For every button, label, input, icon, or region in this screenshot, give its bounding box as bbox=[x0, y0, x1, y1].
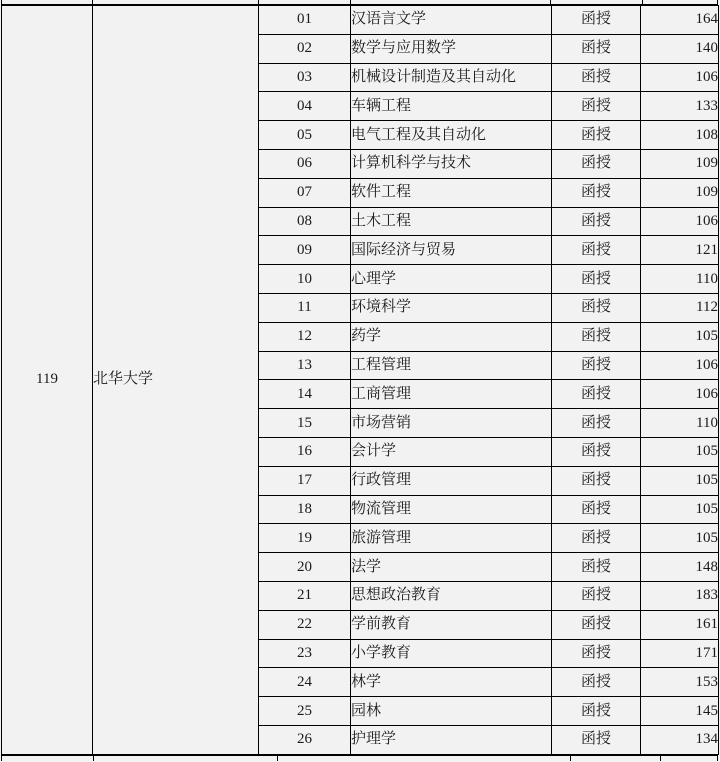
seq-cell: 17 bbox=[259, 466, 351, 495]
seq-cell: 12 bbox=[259, 322, 351, 351]
major-cell: 林学 bbox=[351, 668, 552, 697]
major-cell: 软件工程 bbox=[351, 178, 552, 207]
previous-row-fragment bbox=[1, 0, 718, 5]
score-cell: 106 bbox=[641, 380, 719, 409]
score-cell: 164 bbox=[641, 6, 719, 35]
mode-cell: 函授 bbox=[552, 668, 641, 697]
score-cell: 148 bbox=[641, 553, 719, 582]
score-cell: 105 bbox=[641, 322, 719, 351]
major-cell: 市场营销 bbox=[351, 409, 552, 438]
score-cell: 134 bbox=[641, 725, 719, 754]
seq-cell: 10 bbox=[259, 265, 351, 294]
seq-cell: 07 bbox=[259, 178, 351, 207]
admissions-table bbox=[1, 5, 719, 755]
score-cell: 105 bbox=[641, 524, 719, 553]
seq-cell: 18 bbox=[259, 495, 351, 524]
major-cell: 小学教育 bbox=[351, 639, 552, 668]
major-cell: 心理学 bbox=[351, 265, 552, 294]
mode-cell: 函授 bbox=[552, 495, 641, 524]
major-cell: 物流管理 bbox=[351, 495, 552, 524]
seq-cell: 08 bbox=[259, 207, 351, 236]
seq-cell: 23 bbox=[259, 639, 351, 668]
mode-cell: 函授 bbox=[552, 380, 641, 409]
mode-cell: 函授 bbox=[552, 121, 641, 150]
score-cell: 105 bbox=[641, 466, 719, 495]
major-cell: 思想政治教育 bbox=[351, 581, 552, 610]
mode-cell: 函授 bbox=[552, 63, 641, 92]
mode-cell: 函授 bbox=[552, 34, 641, 63]
seq-cell: 24 bbox=[259, 668, 351, 697]
major-cell: 土木工程 bbox=[351, 207, 552, 236]
major-cell: 园林 bbox=[351, 697, 552, 726]
score-cell: 161 bbox=[641, 610, 719, 639]
score-cell: 171 bbox=[641, 639, 719, 668]
mode-cell: 函授 bbox=[552, 437, 641, 466]
score-cell: 105 bbox=[641, 495, 719, 524]
major-cell: 汉语言文学 bbox=[351, 6, 552, 35]
grid-line bbox=[642, 0, 643, 4]
seq-cell: 25 bbox=[259, 697, 351, 726]
group-index-cell: 119 bbox=[2, 6, 93, 755]
major-cell: 环境科学 bbox=[351, 293, 552, 322]
major-cell: 工程管理 bbox=[351, 351, 552, 380]
score-cell: 140 bbox=[641, 34, 719, 63]
mode-cell: 函授 bbox=[552, 236, 641, 265]
mode-cell: 函授 bbox=[552, 293, 641, 322]
score-cell: 153 bbox=[641, 668, 719, 697]
grid-line bbox=[570, 756, 571, 761]
grid-line bbox=[258, 0, 259, 4]
major-cell: 药学 bbox=[351, 322, 552, 351]
mode-cell: 函授 bbox=[552, 6, 641, 35]
grid-line bbox=[1, 756, 2, 761]
major-cell: 机械设计制造及其自动化 bbox=[351, 63, 552, 92]
table-row bbox=[2, 6, 719, 35]
seq-cell: 21 bbox=[259, 581, 351, 610]
score-cell: 145 bbox=[641, 697, 719, 726]
seq-cell: 16 bbox=[259, 437, 351, 466]
score-cell: 105 bbox=[641, 437, 719, 466]
seq-cell: 11 bbox=[259, 293, 351, 322]
mode-cell: 函授 bbox=[552, 610, 641, 639]
seq-cell: 13 bbox=[259, 351, 351, 380]
grid-line bbox=[550, 0, 551, 4]
seq-cell: 09 bbox=[259, 236, 351, 265]
mode-cell: 函授 bbox=[552, 92, 641, 121]
major-cell: 车辆工程 bbox=[351, 92, 552, 121]
score-cell: 121 bbox=[641, 236, 719, 265]
mode-cell: 函授 bbox=[552, 351, 641, 380]
mode-cell: 函授 bbox=[552, 178, 641, 207]
mode-cell: 函授 bbox=[552, 725, 641, 754]
grid-line bbox=[350, 0, 351, 4]
mode-cell: 函授 bbox=[552, 149, 641, 178]
mode-cell: 函授 bbox=[552, 697, 641, 726]
mode-cell: 函授 bbox=[552, 581, 641, 610]
major-cell: 工商管理 bbox=[351, 380, 552, 409]
major-cell: 国际经济与贸易 bbox=[351, 236, 552, 265]
major-cell: 法学 bbox=[351, 553, 552, 582]
seq-cell: 04 bbox=[259, 92, 351, 121]
seq-cell: 22 bbox=[259, 610, 351, 639]
mode-cell: 函授 bbox=[552, 639, 641, 668]
score-cell: 109 bbox=[641, 149, 719, 178]
major-cell: 学前教育 bbox=[351, 610, 552, 639]
score-cell: 108 bbox=[641, 121, 719, 150]
seq-cell: 20 bbox=[259, 553, 351, 582]
seq-cell: 05 bbox=[259, 121, 351, 150]
grid-line bbox=[93, 756, 94, 761]
grid-line bbox=[1, 0, 2, 4]
seq-cell: 19 bbox=[259, 524, 351, 553]
score-cell: 183 bbox=[641, 581, 719, 610]
major-cell: 数学与应用数学 bbox=[351, 34, 552, 63]
seq-cell: 01 bbox=[259, 6, 351, 35]
grid-line bbox=[92, 0, 93, 4]
mode-cell: 函授 bbox=[552, 322, 641, 351]
major-cell: 护理学 bbox=[351, 725, 552, 754]
score-cell: 110 bbox=[641, 265, 719, 294]
mode-cell: 函授 bbox=[552, 207, 641, 236]
university-name-cell: 北华大学 bbox=[93, 6, 259, 755]
grid-line bbox=[717, 756, 718, 761]
score-cell: 106 bbox=[641, 63, 719, 92]
grid-line bbox=[660, 756, 661, 761]
major-cell: 旅游管理 bbox=[351, 524, 552, 553]
seq-cell: 06 bbox=[259, 149, 351, 178]
score-cell: 109 bbox=[641, 178, 719, 207]
major-cell: 电气工程及其自动化 bbox=[351, 121, 552, 150]
seq-cell: 14 bbox=[259, 380, 351, 409]
seq-cell: 03 bbox=[259, 63, 351, 92]
seq-cell: 26 bbox=[259, 725, 351, 754]
major-cell: 会计学 bbox=[351, 437, 552, 466]
grid-line bbox=[717, 0, 718, 4]
major-cell: 计算机科学与技术 bbox=[351, 149, 552, 178]
grid-line bbox=[277, 756, 278, 761]
score-cell: 112 bbox=[641, 293, 719, 322]
score-cell: 133 bbox=[641, 92, 719, 121]
next-row-fragment bbox=[1, 755, 718, 761]
seq-cell: 02 bbox=[259, 34, 351, 63]
mode-cell: 函授 bbox=[552, 409, 641, 438]
seq-cell: 15 bbox=[259, 409, 351, 438]
score-cell: 110 bbox=[641, 409, 719, 438]
mode-cell: 函授 bbox=[552, 466, 641, 495]
major-cell: 行政管理 bbox=[351, 466, 552, 495]
score-cell: 106 bbox=[641, 207, 719, 236]
mode-cell: 函授 bbox=[552, 265, 641, 294]
admissions-table-body bbox=[2, 6, 719, 755]
mode-cell: 函授 bbox=[552, 524, 641, 553]
mode-cell: 函授 bbox=[552, 553, 641, 582]
score-cell: 106 bbox=[641, 351, 719, 380]
